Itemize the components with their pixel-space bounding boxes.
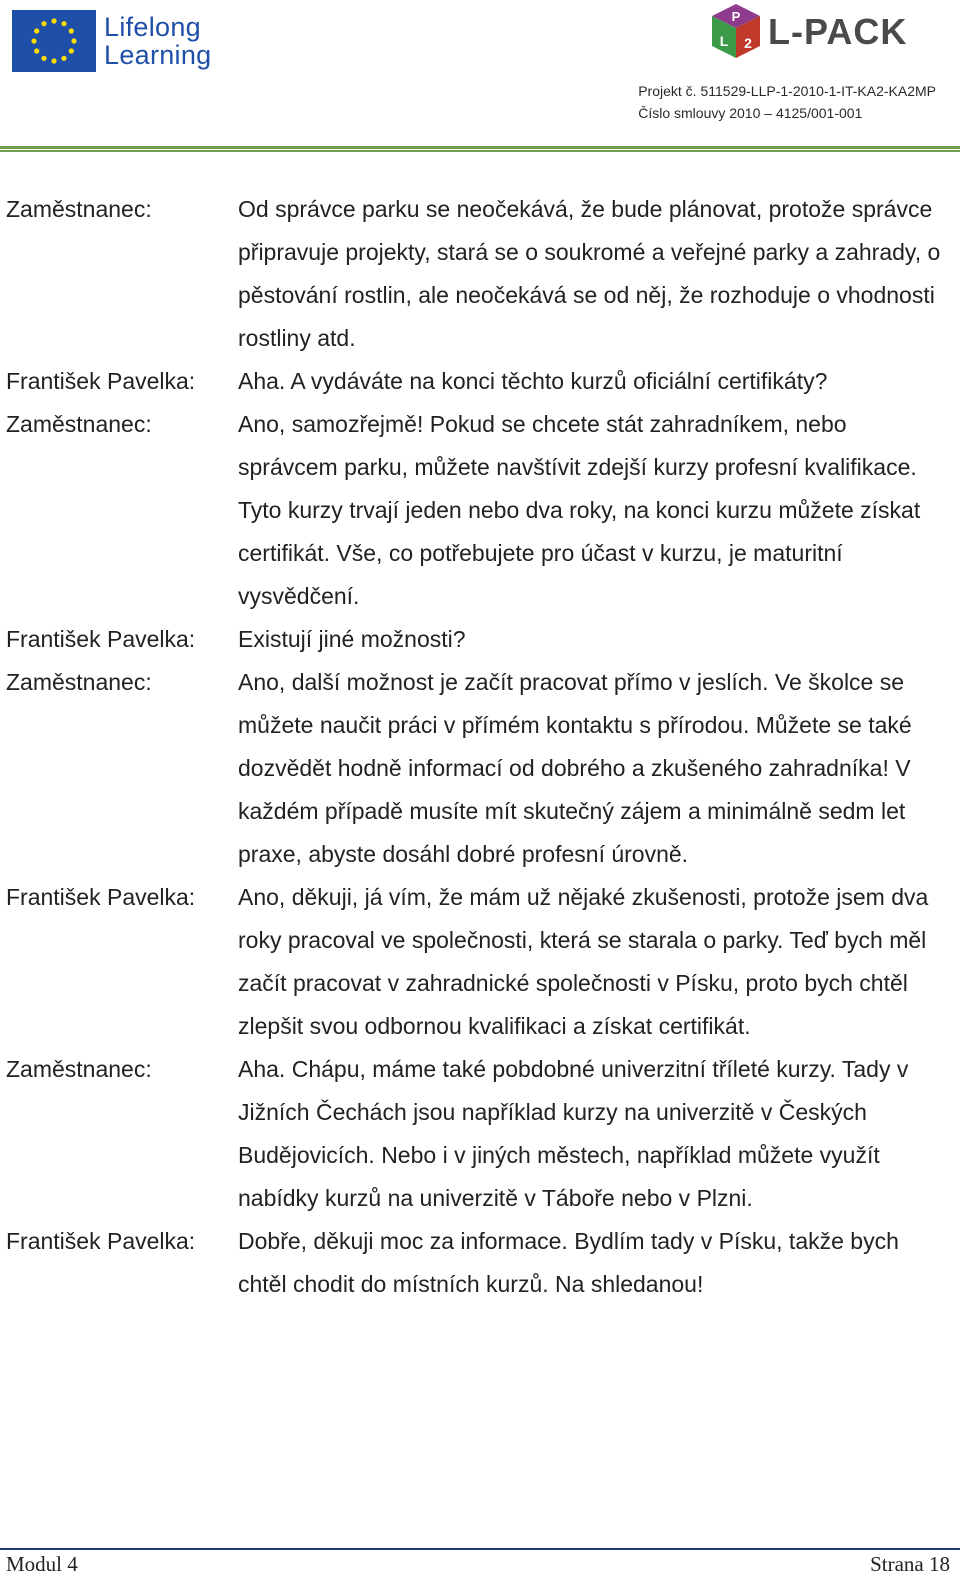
dialogue-row <box>6 403 950 618</box>
cube-letter-p: P <box>731 9 741 24</box>
dialogue <box>6 188 950 1306</box>
speaker-label: Zaměstnanec: <box>6 196 152 222</box>
dialogue-text: Existují jiné možnosti? <box>238 626 466 652</box>
dialogue-row <box>6 1048 950 1220</box>
speaker-label: František Pavelka: <box>6 884 196 910</box>
eu-flag-icon <box>12 10 96 72</box>
cube-letter-l: L <box>719 33 729 49</box>
contract-number: Číslo smlouvy 2010 – 4125/001-001 <box>638 105 863 121</box>
page-footer <box>6 1552 950 1577</box>
speaker-label: Zaměstnanec: <box>6 669 152 695</box>
project-info <box>638 80 936 124</box>
footer-rule <box>0 1548 960 1550</box>
dialogue-row <box>6 661 950 876</box>
speaker-label: František Pavelka: <box>6 626 196 652</box>
dialogue-row <box>6 360 950 403</box>
dialogue-text: Ano, další možnost je začít pracovat přímo v jeslích. Ve školce se můžete naučit práci v přímém kontaktu s přírodou. Můžete se také dozvědět hodně informací od dobrého a zkušeného zahradníka! V každém případě musíte mít skutečný zájem a minimálně sedm let praxe, abyste dosáhl dobré profesní úrovně. <box>238 669 912 867</box>
logo-line-2: Learning <box>104 40 212 70</box>
dialogue-text: Od správce parku se neočekává, že bude plánovat, protože správce připravuje projekty, stará se o soukromé a veřejné parky a zahrady, o pěstování rostlin, ale neočekává se od něj, že rozhoduje o vhodnosti rostliny atd. <box>238 196 941 351</box>
page-number: Strana 18 <box>870 1552 950 1576</box>
lpack-logo-text: L-PACK <box>768 11 908 52</box>
logo-line-1: Lifelong <box>104 12 201 42</box>
dialogue-row <box>6 1220 950 1306</box>
dialogue-text: Aha. Chápu, máme také pobdobné univerzitní tříleté kurzy. Tady v Jižních Čechách jsou například kurzy na univerzitě v Českých Budějovicích. Nebo i v jiných městech, například můžete využít nabídky kurzů na univerzitě v Táboře nebo v Plzni. <box>238 1056 909 1211</box>
dialogue-row <box>6 188 950 360</box>
speaker-label: Zaměstnanec: <box>6 1056 152 1082</box>
lifelong-learning-text <box>104 13 212 69</box>
project-number: Projekt č. 511529-LLP-1-2010-1-IT-KA2-KA2MP <box>638 83 936 99</box>
dialogue-text: Dobře, děkuji moc za informace. Bydlím tady v Písku, takže bych chtěl chodit do místních kurzů. Na shledanou! <box>238 1228 899 1297</box>
header-rule-thin <box>0 150 960 152</box>
lpack-cube-icon <box>706 2 766 62</box>
dialogue-row <box>6 618 950 661</box>
module-label: Modul 4 <box>6 1552 78 1576</box>
dialogue-text: Ano, samozřejmě! Pokud se chcete stát zahradníkem, nebo správcem parku, můžete navštívit zdejší kurzy profesní kvalifikace. Tyto kurzy trvají jeden nebo dva roky, na konci kurzu můžete získat certifikát. Vše, co potřebujete pro účast v kurzu, je maturitní vysvědčení. <box>238 411 921 609</box>
lpack-logo <box>706 2 907 62</box>
dialogue-row <box>6 876 950 1048</box>
page-header <box>0 0 960 150</box>
dialogue-text: Ano, děkuji, já vím, že mám už nějaké zkušenosti, protože jsem dva roky pracoval ve společnosti, která se starala o parky. Teď bych měl začít pracovat v zahradnické společnosti v Písku, proto bych chtěl zlepšit svou odbornou kvalifikaci a získat certifikát. <box>238 884 929 1039</box>
speaker-label: Zaměstnanec: <box>6 411 152 437</box>
speaker-label: František Pavelka: <box>6 368 196 394</box>
header-rule-thick <box>0 146 960 149</box>
speaker-label: František Pavelka: <box>6 1228 196 1254</box>
lifelong-learning-logo <box>12 10 212 72</box>
dialogue-text: Aha. A vydáváte na konci těchto kurzů oficiální certifikáty? <box>238 368 828 394</box>
cube-letter-2: 2 <box>744 35 752 51</box>
